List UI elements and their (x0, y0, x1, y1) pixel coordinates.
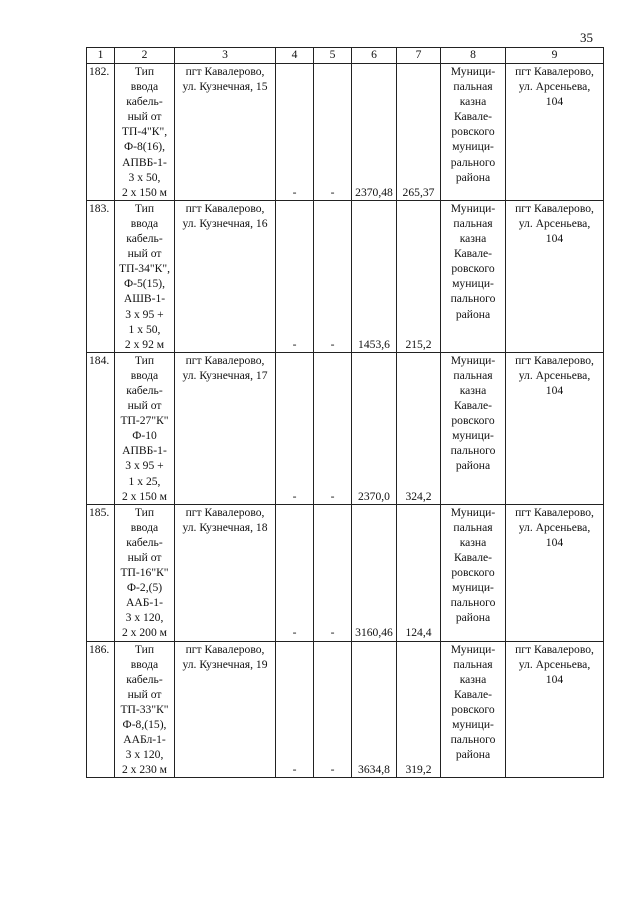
table-row (87, 64, 604, 201)
row-number-cell: 186. (87, 641, 115, 778)
column-header: 5 (314, 48, 352, 64)
holder-address-cell: пгт Кавалерово, ул. Арсеньева, 104 (506, 504, 604, 641)
column-5-cell: - (314, 200, 352, 352)
column-5-cell: - (314, 64, 352, 201)
column-header: 2 (115, 48, 175, 64)
address-cell: пгт Кавалерово, ул. Кузнечная, 15 (175, 64, 276, 201)
row-number-cell: 184. (87, 352, 115, 504)
column-number-header-row (87, 48, 604, 64)
owner-cell: Муници- пальная казна Кавале- ровского муници- пального района (441, 641, 506, 778)
column-7-value-cell: 324,2 (397, 352, 441, 504)
address-cell: пгт Кавалерово, ул. Кузнечная, 16 (175, 200, 276, 352)
column-6-value-cell: 2370,0 (352, 352, 397, 504)
column-header: 6 (352, 48, 397, 64)
object-name-cell: Тип ввода кабель- ный от ТП-27"К" Ф-10 АПВБ-1- 3 х 95 + 1 х 25, 2 х 150 м (115, 352, 175, 504)
column-7-value-cell: 319,2 (397, 641, 441, 778)
column-4-cell: - (276, 504, 314, 641)
owner-cell: Муници- пальная казна Кавале- ровского муници- pального района (441, 64, 506, 201)
object-name-cell: Тип ввода кабель- ный от ТП-16"К" Ф-2,(5) ААБ-1- 3 х 120, 2 х 200 м (115, 504, 175, 641)
column-header: 1 (87, 48, 115, 64)
column-6-value-cell: 3634,8 (352, 641, 397, 778)
column-4-cell: - (276, 352, 314, 504)
table-row (87, 352, 604, 504)
owner-cell: Муници- пальная казна Кавале- ровского муници- пального района (441, 352, 506, 504)
owner-cell: Муници- пальная казна Кавале- ровского муници- пального района (441, 504, 506, 641)
table-row (87, 641, 604, 778)
column-6-value-cell: 1453,6 (352, 200, 397, 352)
property-registry-table (86, 47, 604, 778)
address-cell: пгт Кавалерово, ул. Кузнечная, 17 (175, 352, 276, 504)
column-header: 7 (397, 48, 441, 64)
object-name-cell: Тип ввода кабель- ный от ТП-4"К", Ф-8(16), АПВБ-1- 3 х 50, 2 х 150 м (115, 64, 175, 201)
column-6-value-cell: 3160,46 (352, 504, 397, 641)
column-header: 4 (276, 48, 314, 64)
column-5-cell: - (314, 352, 352, 504)
column-6-value-cell: 2370,48 (352, 64, 397, 201)
address-cell: пгт Кавалерово, ул. Кузнечная, 19 (175, 641, 276, 778)
page-number: 35 (580, 30, 593, 45)
owner-cell: Муници- пальная казна Кавале- ровского муници- пального района (441, 200, 506, 352)
column-4-cell: - (276, 200, 314, 352)
holder-address-cell: пгт Кавалерово, ул. Арсеньева, 104 (506, 200, 604, 352)
object-name-cell: Тип ввода кабель- ный от ТП-33"К" Ф-8,(15), ААБл-1- 3 х 120, 2 х 230 м (115, 641, 175, 778)
row-number-cell: 183. (87, 200, 115, 352)
column-7-value-cell: 265,37 (397, 64, 441, 201)
column-header: 8 (441, 48, 506, 64)
row-number-cell: 182. (87, 64, 115, 201)
column-5-cell: - (314, 641, 352, 778)
column-7-value-cell: 215,2 (397, 200, 441, 352)
column-5-cell: - (314, 504, 352, 641)
holder-address-cell: пгт Кавалерово, ул. Арсеньева, 104 (506, 64, 604, 201)
table-row (87, 200, 604, 352)
object-name-cell: Тип ввода кабель- ный от ТП-34"К", Ф-5(15), АШВ-1- 3 х 95 + 1 х 50, 2 х 92 м (115, 200, 175, 352)
column-7-value-cell: 124,4 (397, 504, 441, 641)
column-4-cell: - (276, 64, 314, 201)
column-header: 3 (175, 48, 276, 64)
table-row (87, 504, 604, 641)
holder-address-cell: пгт Кавалерово, ул. Арсеньева, 104 (506, 641, 604, 778)
row-number-cell: 185. (87, 504, 115, 641)
column-header: 9 (506, 48, 604, 64)
holder-address-cell: пгт Кавалерово, ул. Арсеньева, 104 (506, 352, 604, 504)
column-4-cell: - (276, 641, 314, 778)
address-cell: пгт Кавалерово, ул. Кузнечная, 18 (175, 504, 276, 641)
